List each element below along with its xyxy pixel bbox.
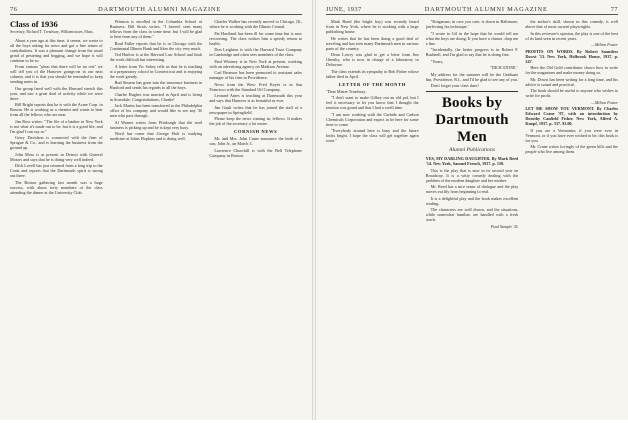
paragraph: Winston is enrolled in the Columbia School of Business. Bill Sirois writes, "I haven't seen many fellows from the class in some time, but I will be glad to hear from any of them." <box>109 19 203 39</box>
paragraph: Al Warner writes from Pittsburgh that the steel business is picking up and he is kept very busy. <box>109 119 203 130</box>
review-paragraph: It is a delightful play and the book makes excellent reading. <box>425 195 519 206</box>
paragraph: Please keep the news coming in, fellows. It makes the job of the secretary a lot easier. <box>209 116 302 126</box>
section-rule <box>426 91 519 92</box>
review-paragraph: Mr. Reed has a nice sense of dialogue and the play moves swiftly from beginning to end. <box>425 184 519 194</box>
right-column-1 <box>326 19 419 423</box>
paragraph: Leonard Ames is teaching at Dartmouth this year and says that Hanover is as beautiful as ever. <box>209 93 302 103</box>
running-head-left <box>10 6 302 15</box>
letter-paragraph: "Kingsman, in case you care, is down in Baltimore, 'perfecting his technique.' <box>425 19 519 29</box>
paragraph: John Moss is at present in Detroit with General Motors and says that he is doing very well indeed. <box>10 151 103 162</box>
paragraph: Our group fared well with the Harvard stretch this year, and saw a great deal of activity while we were there. <box>10 85 103 101</box>
running-head-right <box>326 6 618 15</box>
right-column-3 <box>525 19 618 423</box>
paragraph: Lawrence Churchill is with the Bell Telephone Company in Boston. <box>209 147 302 158</box>
paragraph: Dean Lowry was glad to get a letter from Jim Ormsby, who is now in charge of a laboratory in Delaware. <box>326 52 419 67</box>
paragraph: My address for the summer will be the Graduate Inn, Providence, R.I., and I'd be glad to see any of you. <box>425 71 519 82</box>
letter-signature: "DICK STONE." <box>490 65 519 70</box>
magazine-title: DARTMOUTH ALUMNI MAGAZINE <box>424 6 548 13</box>
letter-paragraph: "I wrote to Gil in the hope that he would tell me what the boys are doing. If you have a chance, drop me a line. <box>425 30 519 46</box>
review-paragraph: If you are a Vermonter, if you were ever in Vermont, or if you have ever wished to be, this book is for you. <box>525 127 618 143</box>
right-page <box>316 0 628 420</box>
letter-paragraph: "Incidentally, the better progress is in Robert F. Bushnell, and I'm glad to say that he is doing fine. <box>425 47 519 57</box>
magazine-title: DARTMOUTH ALUMNI MAGAZINE <box>98 6 222 13</box>
books-section-title: Books by Dartmouth Men <box>435 95 509 145</box>
review-paragraph: This is the play that is now in its second year on Broadway. It is a witty comedy dealing with the problem of the modern daughter and her mother. <box>425 167 519 183</box>
review-heading: PROFITS ON WORDS. By Robert Saunders Dowst '13. New York, Holbrook House, 1937. p. 247. <box>525 48 618 64</box>
paragraph: Mr. and Mrs. John Crane announce the birth of a son, John Jr., on March 3. <box>209 136 302 146</box>
paragraph: A letter from Vic Sobey tells us that he is teaching at a preparatory school in Connecticut and is enjoying the work greatly. <box>109 63 203 79</box>
letter-paragraph: "I am now working with the Carbide and Carbon Chemicals Corporation and expect to be here for some time to come. <box>326 111 419 127</box>
review-paragraph: Mr. Dowst has been writing for a long time, and his advice is sound and practical. <box>525 76 618 87</box>
review-paragraph: In this reviewer's opinion, the play is one of the best of its kind seen in recent years. <box>525 30 618 41</box>
paragraph: The Boston gathering last month was a huge success, with about forty members of the class attending the dinner at the University Club. <box>10 179 103 195</box>
review-paragraph: The characters are well drawn, and the situations, while somewhat familiar, are handled with a fresh touch. <box>425 207 519 222</box>
paragraph: Carl Bronson has been promoted to assistant sales manager of his firm in Providence. <box>209 70 302 80</box>
paragraph: The class extends its sympathy to Bob Fisher whose father died in April. <box>326 68 419 79</box>
page-number: 76 <box>10 6 18 13</box>
paragraph: Word has come that George Holt is studying medicine at Johns Hopkins and is doing well. <box>109 131 203 141</box>
letter-heading: LETTER OF THE MONTH <box>338 81 406 87</box>
books-section-subtitle: Alumni Publications <box>449 147 495 153</box>
paragraph: Brad Fuller reports that he is in Chicago with the Continental Illinois Bank and likes the city very much. <box>109 40 203 51</box>
paragraph: Dick Lovell has just returned from a long trip to the Coast and reports that the Dartmouth spirit is strong out there. <box>10 163 103 179</box>
right-column-2 <box>426 19 519 423</box>
paragraph: Don Leighton is with the Harvard Trust Company in Cambridge and often sees members of the class. <box>209 47 302 57</box>
left-column-3 <box>209 19 302 423</box>
paragraph: Pat Haviland has been ill for some time but is now recovering. The class wishes him a speedy return to health. <box>209 30 302 46</box>
paragraph: Charlie Hughes was married in April and is living in Scarsdale. Congratulations, Charlie! <box>109 91 203 102</box>
review-paragraph: Here the Old Gold contributor shows how to write for the magazines and make money doing so. <box>525 65 618 75</box>
paragraph: Jack Martin has been transferred to the Philadelphia office of his company and would like to see any '36 men who pass through. <box>109 103 203 118</box>
paragraph: Charles Walker has recently moved to Chicago, Ill., where he is working with the Illinois Central. <box>209 19 302 29</box>
paragraph: Bill Bright reports that he is with the Acme Corp. in Boston. He is working as a chemist and wants to hear from all the fellows who are near. <box>10 102 103 118</box>
left-column-1 <box>10 19 103 423</box>
paragraph: Ted Harlow is at the Harvard Law School and finds the work difficult but interesting. <box>109 52 203 62</box>
letter-paragraph: "Yours, <box>430 58 444 64</box>
paragraph: News from the West: Fred Keyes is in San Francisco with the Standard Oil Company. <box>209 81 302 92</box>
review-paragraph: the author's skill, shown in this comedy, is well above that of most current playwrights. <box>525 19 618 29</box>
left-columns <box>10 19 302 423</box>
review-paragraph: Mr. Crane writes lovingly of the green hills and the people who live among them. <box>525 144 618 154</box>
review-paragraph: The book should be useful to anyone who wishes to write for profit. <box>525 88 618 98</box>
paragraph: Gerry Davidson is connected with the firm of Sprague & Co., and is learning the business from the ground up. <box>10 135 103 151</box>
class-secretary: Secretary, Richard T. Treadway, Williamstown, Mass. <box>10 30 94 34</box>
paragraph: Jim Gault writes that he has joined the staff of a newspaper in Springfield. <box>209 104 302 115</box>
paragraph: Jim Ross writes: "The life of a banker in New York is not what it's made out to be, but it is a good life, and I'm glad I can say so." <box>10 118 103 134</box>
review-heading: YES, MY DARLING DAUGHTER. By Mark Reed '14. New York, Samuel French, 1937. p. 150. <box>425 156 519 166</box>
paragraph: Mark Bond (the bright boy) was recently heard from in New York, where he is working with a large publishing house. <box>326 19 419 34</box>
review-signature: —Milton Foster <box>591 99 618 105</box>
left-page <box>0 0 312 420</box>
left-column-2 <box>110 19 203 423</box>
paragraph: He writes that he has been doing a good deal of traveling and has seen many Dartmouth men in various parts of the country. <box>326 35 419 51</box>
issue-date: JUNE, 1937 <box>326 6 362 13</box>
paragraph: Paul Whitney is in New York at present, working with an advertising agency on Madison Avenue. <box>209 58 302 69</box>
letter-paragraph: "I don't want to make Gilbey out an old pal, but I feel it necessary to let you know that I thought the reunion was grand and that I had a swell time. <box>326 95 419 110</box>
page-number: 77 <box>610 6 618 13</box>
paragraph: About a year ago at this time, it seems, we wrote to all the boys asking for news and got a fine return of contributions. It was a pleasant change from the usual grind of pestering and begging, and we hope it will continue to be so. <box>10 37 103 63</box>
paragraph: Bud Stearns has gone into the insurance business in Hartford and sends his regards to all the boys. <box>109 80 203 90</box>
section-subheading: CORNISH NEWS <box>234 129 278 134</box>
review-signature: —Milton Foster <box>591 42 618 47</box>
paragraph: Don't forget your class dues! <box>430 83 479 88</box>
review-heading: LET ME SHOW YOU VERMONT. By Charles Edward Crane '07, with an introduction by Dorothy Canfield Fisher. New York, Alfred A. Knopf, 1937. p. 337. $3.00. <box>525 106 618 126</box>
class-heading: Class of 1936 <box>10 19 58 29</box>
letter-paragraph: "Everybody around here is busy and the future looks bright. I hope the class will get together again soon." <box>326 128 419 143</box>
paragraph: From various "pleas that there will be no rest" we will tell you of the Hanover goings-on in our next column, and it is that you should be reminded to keep sending notes in. <box>10 64 103 85</box>
review-signature: Paul Sample '20 <box>490 223 519 229</box>
letter-salutation: "Dear Mister Treadway: <box>326 88 367 94</box>
right-columns <box>326 19 618 423</box>
